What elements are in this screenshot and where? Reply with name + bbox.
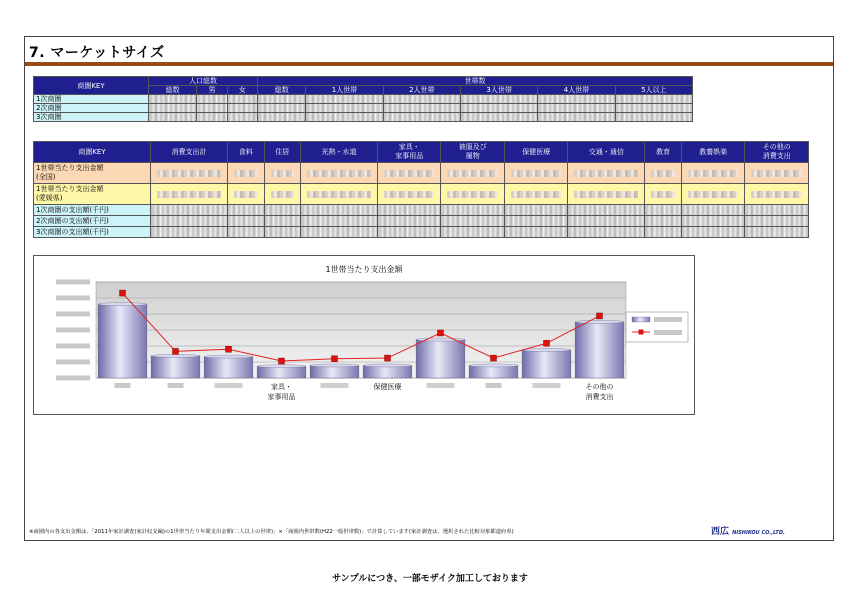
mosaic-cell — [461, 104, 538, 113]
table1-group-households: 世帯数 — [258, 77, 693, 86]
mosaic-cell — [151, 205, 228, 216]
mosaic-cell — [461, 95, 538, 104]
table2-header: その他の 消費支出 — [745, 142, 809, 163]
table-row — [34, 216, 809, 227]
mosaic-value — [751, 170, 802, 177]
mosaic-value — [271, 191, 295, 198]
mosaic-value — [271, 170, 295, 177]
mosaic-cell — [378, 227, 441, 238]
logo-text: NISHIKOU CO.,LTD. — [732, 530, 785, 536]
x-tick-label-mosaic — [215, 383, 243, 388]
table-row — [34, 104, 693, 113]
mosaic-cell — [615, 95, 692, 104]
legend-box — [626, 312, 688, 342]
mosaic-value — [157, 191, 221, 198]
table2-key-header: 商圏KEY — [34, 142, 151, 163]
bar-cap — [310, 364, 359, 367]
spending-chart — [33, 255, 695, 415]
line-marker — [491, 355, 497, 361]
mosaic-cell — [681, 216, 744, 227]
mosaic-value — [751, 191, 802, 198]
x-tick-label: 家具・ — [271, 383, 292, 391]
table1-key-header: 商圏KEY — [34, 77, 149, 95]
spending-table — [33, 141, 809, 238]
mosaic-cell — [681, 205, 744, 216]
mosaic-cell — [227, 184, 264, 205]
bar — [204, 357, 253, 378]
mosaic-cell — [538, 104, 615, 113]
table1-subheader: 男 — [197, 86, 227, 95]
mosaic-cell — [306, 104, 383, 113]
bar — [257, 366, 306, 378]
mosaic-cell — [197, 113, 227, 122]
mosaic-cell — [301, 216, 378, 227]
mosaic-cell — [149, 104, 197, 113]
bar — [469, 365, 518, 378]
x-tick-label: 消費支出 — [585, 393, 614, 401]
bar — [310, 365, 359, 378]
page-title: 7. マーケットサイズ — [29, 45, 165, 61]
mosaic-cell — [615, 104, 692, 113]
legend-label-mosaic — [654, 330, 682, 335]
mosaic-cell — [538, 95, 615, 104]
table2-header: 光熱・水道 — [301, 142, 378, 163]
mosaic-cell — [504, 216, 567, 227]
mosaic-cell — [227, 227, 264, 238]
legend-bar-swatch — [632, 317, 650, 322]
mosaic-cell — [538, 113, 615, 122]
mosaic-cell — [227, 205, 264, 216]
table1-subheader: 1人世帯 — [306, 86, 383, 95]
bar-cap — [204, 355, 253, 358]
row-label: 1世帯当たり支出金額 (全国) — [34, 163, 151, 184]
line-marker — [597, 313, 603, 319]
mosaic-cell — [301, 163, 378, 184]
x-tick-label-mosaic — [533, 383, 561, 388]
mosaic-value — [234, 191, 258, 198]
report-page — [24, 36, 834, 541]
mosaic-value — [574, 170, 638, 177]
mosaic-cell — [306, 95, 383, 104]
mosaic-cell — [645, 216, 682, 227]
line-marker — [173, 348, 179, 354]
mosaic-cell — [264, 205, 301, 216]
line-marker — [120, 290, 126, 296]
x-tick-label-mosaic — [168, 383, 184, 388]
mosaic-cell — [197, 95, 227, 104]
mosaic-cell — [645, 163, 682, 184]
line-marker — [226, 346, 232, 352]
mosaic-cell — [681, 227, 744, 238]
mosaic-value — [651, 191, 675, 198]
bar-cap — [257, 365, 306, 368]
mosaic-cell — [301, 184, 378, 205]
mosaic-cell — [301, 205, 378, 216]
mosaic-cell — [568, 184, 645, 205]
sample-caption: サンプルにつき、一部モザイク加工しております — [332, 574, 528, 584]
y-tick-label-mosaic — [56, 312, 90, 317]
mosaic-cell — [745, 184, 809, 205]
table2-header: 教養娯楽 — [681, 142, 744, 163]
mosaic-cell — [461, 113, 538, 122]
company-logo — [711, 524, 785, 537]
mosaic-value — [511, 170, 561, 177]
mosaic-value — [574, 191, 638, 198]
mosaic-cell — [681, 163, 744, 184]
mosaic-cell — [504, 205, 567, 216]
row-label: 2次商圏 — [34, 104, 149, 113]
bar — [416, 340, 465, 378]
table-row — [34, 113, 693, 122]
mosaic-cell — [264, 184, 301, 205]
mosaic-cell — [681, 184, 744, 205]
mosaic-cell — [645, 227, 682, 238]
footnote: ※商圏内の各支出金額は、「2011年家計調査(家計収支編)の1世帯当たり年間支出金額(二人以上の世帯)」×「商圏内世帯数(H22一般世帯数)」で計算しています(家計調査は、選択された比較対象都道府県) — [29, 529, 514, 535]
mosaic-cell — [568, 216, 645, 227]
table-row — [34, 205, 809, 216]
table2-header: 消費支出計 — [151, 142, 228, 163]
line-marker — [438, 330, 444, 336]
row-label: 1次商圏 — [34, 95, 149, 104]
row-label: 2次商圏の支出額(千円) — [34, 216, 151, 227]
line-marker — [544, 340, 550, 346]
mosaic-cell — [504, 163, 567, 184]
table2-header: 住居 — [264, 142, 301, 163]
y-tick-label-mosaic — [56, 296, 90, 301]
table1-subheader: 総数 — [258, 86, 306, 95]
bar-cap — [522, 348, 571, 351]
mosaic-cell — [383, 95, 460, 104]
table1-subheader: 5人以上 — [615, 86, 692, 95]
mosaic-cell — [441, 163, 504, 184]
table1-group-population: 人口総数 — [149, 77, 258, 86]
mosaic-cell — [197, 104, 227, 113]
logo-mark: 西広 — [711, 527, 730, 537]
mosaic-cell — [568, 227, 645, 238]
mosaic-cell — [227, 95, 257, 104]
table1-subheader: 2人世帯 — [383, 86, 460, 95]
x-tick-label-mosaic — [321, 383, 349, 388]
row-label: 3次商圏の支出額(千円) — [34, 227, 151, 238]
table2-header: 交通・通信 — [568, 142, 645, 163]
mosaic-cell — [227, 104, 257, 113]
x-tick-label-mosaic — [115, 383, 131, 388]
bar-cap — [575, 320, 624, 323]
table2-header: 被服及び 履物 — [441, 142, 504, 163]
table-row — [34, 184, 809, 205]
table2-header: 家具・ 家事用品 — [378, 142, 441, 163]
x-tick-label: その他の — [585, 383, 614, 391]
chart-title: 1世帯当たり支出金額 — [325, 265, 403, 274]
bar-cap — [151, 354, 200, 357]
mosaic-cell — [441, 216, 504, 227]
y-tick-label-mosaic — [56, 360, 90, 365]
table1-subheader: 女 — [227, 86, 257, 95]
mosaic-cell — [151, 227, 228, 238]
bar — [98, 304, 147, 378]
table-row — [34, 95, 693, 104]
mosaic-cell — [149, 113, 197, 122]
table1-subheader: 3人世帯 — [461, 86, 538, 95]
bar — [363, 365, 412, 378]
table2-header: 食料 — [227, 142, 264, 163]
mosaic-cell — [151, 216, 228, 227]
bar-cap — [363, 364, 412, 367]
mosaic-cell — [745, 205, 809, 216]
mosaic-value — [157, 170, 221, 177]
mosaic-cell — [258, 95, 306, 104]
mosaic-cell — [745, 216, 809, 227]
title-rule — [25, 62, 833, 66]
mosaic-cell — [258, 113, 306, 122]
mosaic-cell — [745, 227, 809, 238]
mosaic-value — [688, 170, 738, 177]
chart-svg — [34, 256, 694, 414]
mosaic-cell — [441, 227, 504, 238]
mosaic-cell — [383, 104, 460, 113]
row-label: 3次商圏 — [34, 113, 149, 122]
mosaic-cell — [745, 163, 809, 184]
table1-subheader: 総数 — [149, 86, 197, 95]
bar-cap — [98, 303, 147, 306]
mosaic-cell — [264, 163, 301, 184]
mosaic-value — [688, 191, 738, 198]
table1-subheader: 4人世帯 — [538, 86, 615, 95]
x-tick-label: 保健医療 — [373, 383, 402, 391]
mosaic-cell — [441, 205, 504, 216]
mosaic-cell — [568, 163, 645, 184]
x-tick-label: 家事用品 — [267, 393, 296, 401]
bar — [522, 350, 571, 378]
line-marker — [279, 358, 285, 364]
y-tick-label-mosaic — [56, 376, 90, 381]
mosaic-cell — [151, 163, 228, 184]
x-tick-label-mosaic — [486, 383, 502, 388]
x-tick-label-mosaic — [427, 383, 455, 388]
bar — [575, 322, 624, 378]
mosaic-cell — [441, 184, 504, 205]
mosaic-cell — [568, 205, 645, 216]
mosaic-cell — [645, 184, 682, 205]
legend-line-marker — [639, 330, 644, 335]
mosaic-cell — [615, 113, 692, 122]
mosaic-cell — [264, 227, 301, 238]
mosaic-value — [307, 170, 371, 177]
mosaic-cell — [264, 216, 301, 227]
mosaic-cell — [504, 184, 567, 205]
legend-label-mosaic — [654, 317, 682, 322]
mosaic-value — [511, 191, 561, 198]
table2-header: 教育 — [645, 142, 682, 163]
mosaic-cell — [151, 184, 228, 205]
table-row — [34, 163, 809, 184]
line-marker — [385, 355, 391, 361]
bar — [151, 356, 200, 378]
mosaic-value — [447, 191, 497, 198]
mosaic-cell — [149, 95, 197, 104]
bar-cap — [469, 364, 518, 367]
mosaic-value — [447, 170, 497, 177]
y-tick-label-mosaic — [56, 328, 90, 333]
mosaic-value — [307, 191, 371, 198]
mosaic-cell — [227, 216, 264, 227]
table2-header: 保健医療 — [504, 142, 567, 163]
mosaic-value — [651, 170, 675, 177]
mosaic-cell — [378, 205, 441, 216]
mosaic-value — [384, 191, 434, 198]
mosaic-value — [234, 170, 258, 177]
table-row — [34, 227, 809, 238]
mosaic-cell — [301, 227, 378, 238]
mosaic-cell — [378, 163, 441, 184]
line-marker — [332, 356, 338, 362]
row-label: 1次商圏の支出額(千円) — [34, 205, 151, 216]
mosaic-cell — [378, 184, 441, 205]
mosaic-cell — [227, 113, 257, 122]
mosaic-cell — [645, 205, 682, 216]
mosaic-cell — [227, 163, 264, 184]
mosaic-cell — [258, 104, 306, 113]
mosaic-cell — [504, 227, 567, 238]
mosaic-value — [384, 170, 434, 177]
mosaic-cell — [306, 113, 383, 122]
y-tick-label-mosaic — [56, 280, 90, 285]
population-table — [33, 76, 693, 122]
y-tick-label-mosaic — [56, 344, 90, 349]
row-label: 1世帯当たり支出金額 (愛媛県) — [34, 184, 151, 205]
mosaic-cell — [378, 216, 441, 227]
mosaic-cell — [383, 113, 460, 122]
